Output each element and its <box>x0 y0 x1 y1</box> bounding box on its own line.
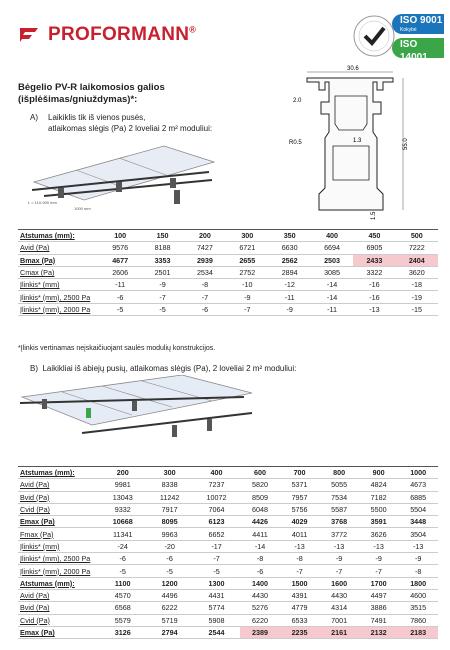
table-cell: 3504 <box>398 528 438 540</box>
table-cell: 7182 <box>359 491 399 503</box>
table-cell: -9 <box>319 553 359 565</box>
table-cell: 3126 <box>99 626 146 638</box>
table-cell: 4391 <box>280 589 320 601</box>
table-row <box>18 540 438 552</box>
table-cell: 6123 <box>193 516 240 528</box>
row-label: Įlinkis* (mm), 2500 Pa <box>18 553 99 565</box>
table-cell: -5 <box>99 303 141 315</box>
table-cell: -7 <box>184 291 226 303</box>
table-cell: 3322 <box>353 266 395 278</box>
proformann-mark-icon <box>18 26 42 44</box>
table-cell: -5 <box>141 303 183 315</box>
table-cell: -20 <box>146 540 192 552</box>
table-cell: 2501 <box>141 266 183 278</box>
table-cell: -24 <box>99 540 146 552</box>
table-row <box>18 503 438 515</box>
svg-text:1.5: 1.5 <box>371 211 377 220</box>
table-cell: -9 <box>226 291 268 303</box>
mounting-drawing-b <box>12 375 257 455</box>
table-cell: -10 <box>226 279 268 291</box>
table-cell: 8188 <box>141 242 183 254</box>
table-cell: 7001 <box>319 614 359 626</box>
table-cell: 8509 <box>240 491 280 503</box>
table-cell: 5820 <box>240 479 280 491</box>
table-cell: 3626 <box>359 528 399 540</box>
table-cell: 6885 <box>398 491 438 503</box>
table-cell: -7 <box>319 565 359 577</box>
table-row <box>18 242 438 254</box>
table-cell: 7957 <box>280 491 320 503</box>
table-cell: -19 <box>396 291 438 303</box>
table-row <box>18 589 438 601</box>
table-cell: 4677 <box>99 254 141 266</box>
table-cell: -13 <box>353 303 395 315</box>
table-cell: 3085 <box>311 266 353 278</box>
table-cell: -7 <box>193 553 240 565</box>
table-cell: 4779 <box>280 602 320 614</box>
table-header-row: Atstumas (mm): 100 150 200 300 350 400 450 500 <box>18 230 438 242</box>
table-cell: 4430 <box>240 589 280 601</box>
table-cell: -11 <box>269 291 311 303</box>
table-cell: 4029 <box>280 516 320 528</box>
table-cell: 9332 <box>99 503 146 515</box>
table-cell: -5 <box>146 565 192 577</box>
table-cell: 7491 <box>359 614 399 626</box>
table-cell: -8 <box>398 565 438 577</box>
table-cell: -6 <box>99 553 146 565</box>
table-cell: 2433 <box>353 254 395 266</box>
iso-14001-badge: ISO 14001 Aplinkosauga <box>392 38 444 58</box>
table-cell: 4431 <box>193 589 240 601</box>
table-cell: 2544 <box>193 626 240 638</box>
table-cell: 6630 <box>269 242 311 254</box>
row-label: Įlinkis* (mm), 2000 Pa <box>18 565 99 577</box>
section-b-heading: B) Laikikliai iš abiejų pusių, atlaikomas slėgis (Pa), 2 loveliai 2 m² moduliui: <box>30 364 297 373</box>
table-row <box>18 565 438 577</box>
table-cell: 6905 <box>353 242 395 254</box>
table-cell: 5587 <box>319 503 359 515</box>
table-cell: 5055 <box>319 479 359 491</box>
table-cell: 2404 <box>396 254 438 266</box>
table-cell: -13 <box>398 540 438 552</box>
row-label: Įlinkis* (mm) <box>18 540 99 552</box>
table-cell: -6 <box>99 291 141 303</box>
row-label: Įlinkis* (mm), 2500 Pa <box>18 291 99 303</box>
table-cell: 13043 <box>99 491 146 503</box>
table-cell: -8 <box>184 279 226 291</box>
row-label: Avid (Pa) <box>18 242 99 254</box>
row-label: Avid (Pa) <box>18 589 99 601</box>
table-row <box>18 266 438 278</box>
row-label: Įlinkis* (mm), 2000 Pa <box>18 303 99 315</box>
table-cell: 4673 <box>398 479 438 491</box>
table-cell: 10072 <box>193 491 240 503</box>
row-label: Emax (Pa) <box>18 626 99 638</box>
table-cell: -6 <box>240 565 280 577</box>
table-row <box>18 602 438 614</box>
footnote: *Įlinkis vertinamas neįskaičiuojant saulės modulių konstrukcijos. <box>18 345 216 352</box>
table-cell: 5276 <box>240 602 280 614</box>
table-cell: 3768 <box>319 516 359 528</box>
table-row <box>18 516 438 528</box>
table-cell: 5756 <box>280 503 320 515</box>
table-cell: -7 <box>226 303 268 315</box>
table-cell: -7 <box>359 565 399 577</box>
brand-logo <box>18 24 196 46</box>
row-label: Emax (Pa) <box>18 516 99 528</box>
table-cell: -13 <box>280 540 320 552</box>
table-cell: 5504 <box>398 503 438 515</box>
table-cell: -13 <box>319 540 359 552</box>
table-cell: -16 <box>353 291 395 303</box>
table-cell: 4426 <box>240 516 280 528</box>
table-row <box>18 279 438 291</box>
table-cell: 3515 <box>398 602 438 614</box>
row-label: Cmax (Pa) <box>18 266 99 278</box>
table-cell: -9 <box>398 553 438 565</box>
table-cell: 9981 <box>99 479 146 491</box>
table-cell: -11 <box>99 279 141 291</box>
table-cell: 2235 <box>280 626 320 638</box>
row-label: Įlinkis* (mm) <box>18 279 99 291</box>
table-header-row: Atstumas (mm): 200 300 400 600 700 800 900 1000 <box>18 467 438 479</box>
table-row <box>18 491 438 503</box>
table-cell: 6220 <box>240 614 280 626</box>
table-cell: 2655 <box>226 254 268 266</box>
table-cell: 7427 <box>184 242 226 254</box>
table-cell: 2389 <box>240 626 280 638</box>
table-cell: 2606 <box>99 266 141 278</box>
table-cell: 6533 <box>280 614 320 626</box>
table-cell: 5774 <box>193 602 240 614</box>
svg-text:R0.5: R0.5 <box>289 140 302 146</box>
table-cell: 6048 <box>240 503 280 515</box>
table-cell: -5 <box>193 565 240 577</box>
table-cell: 5371 <box>280 479 320 491</box>
table-cell: -8 <box>240 553 280 565</box>
load-table-a <box>18 229 438 316</box>
brand-name: PROFORMANN® <box>48 24 197 45</box>
table-cell: 7064 <box>193 503 240 515</box>
table-cell: 3448 <box>398 516 438 528</box>
table-row <box>18 291 438 303</box>
iso-9001-badge: ISO 9001 Kokybė <box>392 14 444 34</box>
table-cell: 8338 <box>146 479 192 491</box>
table-cell: -16 <box>353 279 395 291</box>
table-cell: 3620 <box>396 266 438 278</box>
svg-text:1000 mm: 1000 mm <box>74 206 91 211</box>
table-cell: 2132 <box>359 626 399 638</box>
table-cell: -11 <box>311 303 353 315</box>
certification-badges <box>352 12 444 70</box>
table-cell: -18 <box>396 279 438 291</box>
table-cell: 2183 <box>398 626 438 638</box>
table-cell: 7534 <box>319 491 359 503</box>
table-cell: 7222 <box>396 242 438 254</box>
table-cell: 11242 <box>146 491 192 503</box>
svg-text:2.0: 2.0 <box>293 98 302 104</box>
table-row <box>18 614 438 626</box>
row-label: Cvid (Pa) <box>18 614 99 626</box>
table-cell: 4411 <box>240 528 280 540</box>
table-cell: 4314 <box>319 602 359 614</box>
table-cell: 5719 <box>146 614 192 626</box>
mounting-drawing-a <box>14 140 219 230</box>
table-cell: 4824 <box>359 479 399 491</box>
table-cell: 3353 <box>141 254 183 266</box>
table-cell: 7860 <box>398 614 438 626</box>
table-row <box>18 626 438 638</box>
row-label: Bmax (Pa) <box>18 254 99 266</box>
table-cell: 4600 <box>398 589 438 601</box>
table-cell: 2894 <box>269 266 311 278</box>
row-label: Bvid (Pa) <box>18 491 99 503</box>
table-cell: 2939 <box>184 254 226 266</box>
table-cell: -12 <box>269 279 311 291</box>
table-cell: -14 <box>311 291 353 303</box>
rail-profile-drawing <box>285 62 435 227</box>
row-label: Bvid (Pa) <box>18 602 99 614</box>
table-cell: 9963 <box>146 528 192 540</box>
table-cell: -13 <box>359 540 399 552</box>
svg-text:55.0: 55.0 <box>403 138 409 150</box>
table-cell: -14 <box>311 279 353 291</box>
table-cell: 5500 <box>359 503 399 515</box>
table-cell: 8095 <box>146 516 192 528</box>
table-cell: 3886 <box>359 602 399 614</box>
table-cell: 2562 <box>269 254 311 266</box>
row-label: Avid (Pa) <box>18 479 99 491</box>
row-label: Fmax (Pa) <box>18 528 99 540</box>
load-table-b <box>18 466 438 639</box>
table-cell: 4496 <box>146 589 192 601</box>
table-cell: 6694 <box>311 242 353 254</box>
table-cell: 2534 <box>184 266 226 278</box>
section-a-heading: A) Laikiklis tik iš vienos pusės, atlaikomas slėgis (Pa) 2 loveliai 2 m² moduliui: <box>30 113 213 133</box>
table-cell: 6568 <box>99 602 146 614</box>
table-cell: 4497 <box>359 589 399 601</box>
table-row <box>18 303 438 315</box>
table-cell: -14 <box>240 540 280 552</box>
table-cell: 2161 <box>319 626 359 638</box>
table-row <box>18 553 438 565</box>
row-label: Cvid (Pa) <box>18 503 99 515</box>
table-cell: 4430 <box>319 589 359 601</box>
checkmark-seal-icon <box>352 14 396 58</box>
table-cell: 11341 <box>99 528 146 540</box>
table-cell: -7 <box>280 565 320 577</box>
table-cell: -9 <box>359 553 399 565</box>
table-cell: -9 <box>141 279 183 291</box>
table-cell: 7237 <box>193 479 240 491</box>
table-cell: 3591 <box>359 516 399 528</box>
table-cell: 5908 <box>193 614 240 626</box>
table-cell: 6721 <box>226 242 268 254</box>
table-row <box>18 479 438 491</box>
table-cell: 10668 <box>99 516 146 528</box>
table-cell: 4011 <box>280 528 320 540</box>
table-cell: 2503 <box>311 254 353 266</box>
table-cell: 7917 <box>146 503 192 515</box>
svg-text:1.3: 1.3 <box>353 138 362 144</box>
table-row <box>18 254 438 266</box>
table-cell: 6222 <box>146 602 192 614</box>
table-cell: -7 <box>141 291 183 303</box>
table-cell: -6 <box>184 303 226 315</box>
table-cell: -15 <box>396 303 438 315</box>
table-cell: 6652 <box>193 528 240 540</box>
table-cell: 2752 <box>226 266 268 278</box>
svg-text:L = 110-900 mm: L = 110-900 mm <box>28 200 57 205</box>
table-cell: 3772 <box>319 528 359 540</box>
table-cell: 4570 <box>99 589 146 601</box>
page-title: Bėgelio PV-R laikomosios galios (išplėšimas/gniuždymas)*: <box>18 82 165 105</box>
table-cell: -5 <box>99 565 146 577</box>
table-row <box>18 528 438 540</box>
table-cell: 5579 <box>99 614 146 626</box>
table-cell: 2794 <box>146 626 192 638</box>
svg-text:30.6: 30.6 <box>347 66 359 72</box>
table-cell: -17 <box>193 540 240 552</box>
table-cell: -9 <box>269 303 311 315</box>
table-header-row: Atstumas (mm): 1100 1200 1300 1400 1500 1600 1700 1800 <box>18 577 438 589</box>
table-cell: 9576 <box>99 242 141 254</box>
table-cell: -8 <box>280 553 320 565</box>
table-cell: -6 <box>146 553 192 565</box>
